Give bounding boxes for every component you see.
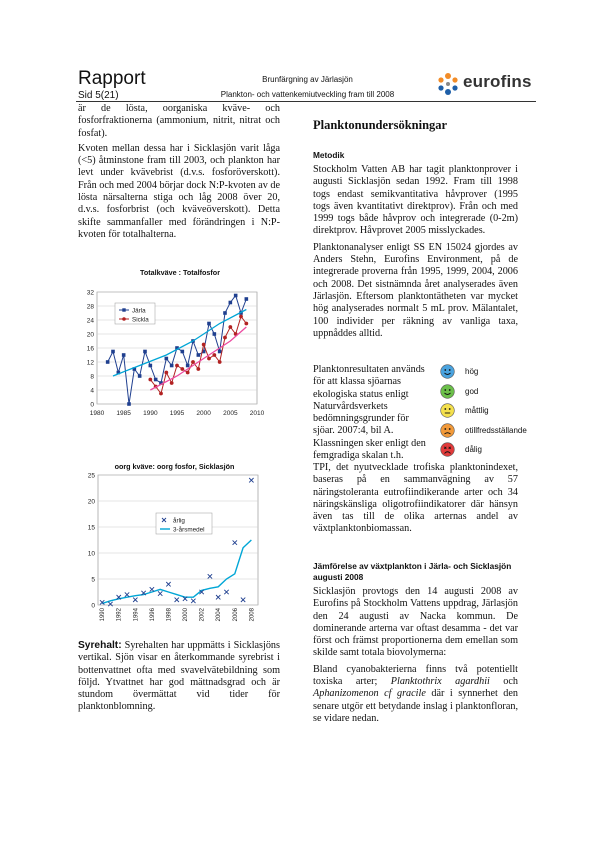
y-tick-label: 32 (86, 289, 94, 297)
x-tick-label: 2008 (249, 608, 256, 622)
y-tick-label: 0 (90, 401, 94, 409)
data-point (244, 322, 248, 326)
page-number: Sid 5(21) (78, 90, 119, 101)
oxygen-text: Syrehalten har uppmätts i Sicklasjöns vertikal. Sjön visar en återkommande syrebrist i bottenvattnet ofta med svavelvätebildning som följd. Ytvattnet har god mättnadsgrad och är stundom övermättat vid tider för planktonblomning. (78, 640, 280, 713)
oxygen-label: Syrehalt: (78, 640, 122, 651)
legend-label: Järla (132, 307, 146, 315)
data-point (170, 364, 174, 368)
x-tick-label: 1990 (143, 410, 158, 417)
data-point (159, 392, 163, 396)
x-tick-label: 1998 (166, 608, 173, 622)
y-tick-label: 20 (86, 331, 94, 339)
methodology-paragraph-1: Stockholm Vatten AB har tagit planktonprover i augusti Sicklasjön sedan 1992. Fram till 1998 togs endast semikvantitativa håvprover (1995 togs även kvantitativt direktprov). Från och med 1999 togs både håvprov och integrerade (0-2m) direktprov. Håvprovet 2005 misslyckades. (313, 164, 518, 237)
data-point (207, 322, 211, 326)
chart2-plot (88, 473, 258, 622)
y-tick-label: 28 (86, 303, 94, 311)
data-point (186, 364, 190, 368)
data-point (223, 336, 227, 340)
chart2-title: oorg kväve: oorg fosfor, Sicklasjön (114, 462, 235, 471)
data-point (165, 357, 169, 361)
data-point (212, 353, 216, 357)
species-name: Planktothrix agardhii (390, 676, 490, 688)
legend-label: årlig (173, 517, 185, 525)
eurofins-dots-icon (436, 72, 460, 96)
legend-marker (122, 308, 125, 311)
data-point (239, 315, 243, 319)
y-tick-label: 4 (90, 387, 94, 395)
data-point (207, 357, 211, 361)
x-tick-label: 2002 (199, 608, 206, 622)
logo-wordmark: eurofins (463, 72, 532, 91)
data-point (127, 402, 131, 406)
neutral-face-icon (440, 403, 455, 418)
data-point (202, 343, 206, 347)
chart1-svg (78, 280, 278, 440)
comparison-heading: Jämförelse av växtplankton i Järla- och Sicklasjön augusti 2008 (313, 561, 512, 582)
x-tick-label: 1994 (133, 608, 140, 622)
species-name: Aphanizomenon cf gracile (313, 688, 426, 700)
data-point (197, 353, 201, 357)
data-point (149, 364, 153, 368)
y-tick-label: 0 (91, 602, 95, 610)
x-tick-label: 1980 (89, 410, 105, 417)
x-tick-label: 1990 (100, 608, 107, 622)
chart1-plot (87, 290, 265, 418)
happy-face-icon (440, 364, 455, 379)
plot-area (98, 475, 258, 605)
data-point (245, 297, 249, 301)
x-tick-label: 2000 (183, 608, 190, 622)
legend-marker (122, 317, 126, 321)
classification-paragraph: Planktonresultaten används för att klassa sjöarnas ekologiska status enligt Naturvårdsverkets bedömningsgrunder för sjöar. 2007:4, bil A. Klassningen sker enligt den femgradiga skalan t.h. (313, 364, 426, 462)
eurofins-logo (436, 72, 536, 96)
x-tick-label: 2006 (232, 608, 239, 622)
x-tick-label: 2010 (249, 410, 265, 417)
y-tick-label: 10 (87, 550, 95, 558)
y-tick-label: 8 (90, 373, 94, 381)
rating-label: god (465, 387, 479, 396)
data-point (138, 374, 142, 378)
data-point (234, 294, 238, 298)
x-tick-label: 1985 (116, 410, 131, 417)
x-tick-label: 2000 (196, 410, 211, 417)
data-point (218, 350, 222, 354)
np-ratio-paragraph: Kvoten mellan dessa har i Sicklasjön varit låga (<5) åtminstone fram till 2003, och plankton har levt under kvävebrist (d.v.s. fosforöverskott). Från och med 2004 börjar dock N:P-kvoten av de lösta närsalterna stiga och låg 2008 över 20, d.v.s. fosforbrist (och kväveöverskott). Detta skifte sammanfaller med förändringen i N:P-kvoten för totalhalterna. (78, 142, 281, 240)
data-point (106, 360, 110, 364)
data-point (181, 350, 185, 354)
header-divider (76, 101, 536, 102)
methodology-section (313, 150, 518, 342)
rating-label: otillfredsställande (465, 426, 527, 435)
comparison-text: och (489, 676, 518, 688)
tpi-paragraph: TPI, det nyutvecklade trofiska planktonindexet, baseras på en sammanvägning av 57 näringstoleranta eutrofiindikerande arter och 34 näringskänsliga oligotrofiindikatorer där hänsyn även tas till de olika arternas andel av växtplanktonbiomassan. (313, 462, 518, 535)
section-heading: Planktonundersökningar (313, 118, 448, 132)
left-column-top (78, 103, 280, 243)
legend-label: 3-årsmedel (173, 526, 205, 534)
x-tick-label: 1992 (116, 608, 123, 622)
data-point (223, 311, 227, 315)
y-tick-label: 25 (87, 472, 95, 480)
data-point (175, 364, 179, 368)
rating-label: hög (465, 367, 479, 376)
chart2-svg (78, 470, 278, 630)
data-point (143, 350, 147, 354)
report-title: Rapport (78, 68, 146, 89)
report-subject: Brunfärgning av Järlasjön (262, 75, 353, 84)
data-point (191, 360, 195, 364)
y-tick-label: 15 (87, 524, 95, 532)
x-tick-label: 2005 (223, 410, 238, 417)
legend-label: Sickla (132, 316, 149, 324)
y-tick-label: 24 (86, 317, 94, 325)
x-tick-label: 1995 (169, 410, 185, 417)
comparison-paragraph-1: Sicklasjön provtogs den 14 augusti 2008 av Eurofins på Stockholm Vattens uppdrag, Järlasjön den 24 augusti av Nacka kommun. De dominerande arterna var oftast desamma - det var först och främst proportionerna dem emellan som skilde samt totala biovolymerna: (313, 586, 518, 659)
rating-label: måttlig (465, 406, 489, 415)
data-point (154, 378, 158, 382)
data-point (111, 350, 115, 354)
data-point (228, 325, 232, 329)
intro-paragraph: är de lösta, oorganiska kväve- och fosforfraktionerna (ammonium, nitrit, nitrat och fosfat). (78, 103, 280, 139)
data-point (148, 378, 152, 382)
data-point (170, 381, 174, 385)
comparison-section (313, 561, 518, 727)
data-point (218, 360, 222, 364)
data-point (164, 371, 168, 375)
methodology-paragraph-2: Planktonanalyser enligt SS EN 15024 gjordes av Anders Stehn, Eurofins Environment, på de integrerade proverna från 1995, 1999, 2004, 2006 och 2008. Det sistnämnda året analyserades även Järlasjön. Eftersom planktontätheten var mycket hög analyserades normalt 5 mL prov. Mälantalet, 100 individer per räkning av vanliga taxa, uppnåddes alltid. (313, 241, 518, 339)
x-tick-label: 2004 (216, 608, 223, 622)
x-tick-label: 1996 (149, 608, 156, 622)
rating-label: dålig (465, 445, 482, 454)
comparison-text: Bland cyanobakterierna finns två potentiellt toxiska arter; (313, 663, 518, 688)
comparison-paragraph-2 (313, 664, 518, 725)
y-tick-label: 5 (91, 576, 95, 584)
data-point (196, 367, 200, 371)
data-point (186, 371, 190, 375)
happy-face-icon (440, 384, 455, 399)
report-subtitle: Plankton- och vattenkemiutveckling fram till 2008 (220, 90, 395, 99)
chart1-title: Totalkväve : Totalfosfor (139, 268, 220, 277)
data-point (213, 332, 217, 336)
data-point (122, 353, 126, 357)
data-point (180, 367, 184, 371)
data-point (229, 301, 233, 305)
y-tick-label: 20 (87, 498, 95, 506)
methodology-heading: Metodik (313, 150, 345, 160)
comparison-text: där i synnerhet den senare utgör ett betydande inslag i planktonfloran, se vidare nedan. (313, 688, 519, 724)
oxygen-section (78, 640, 280, 716)
sad-face-icon (440, 423, 455, 438)
y-tick-label: 16 (86, 345, 94, 353)
very-sad-face-icon (440, 442, 455, 457)
y-tick-label: 12 (86, 359, 94, 367)
